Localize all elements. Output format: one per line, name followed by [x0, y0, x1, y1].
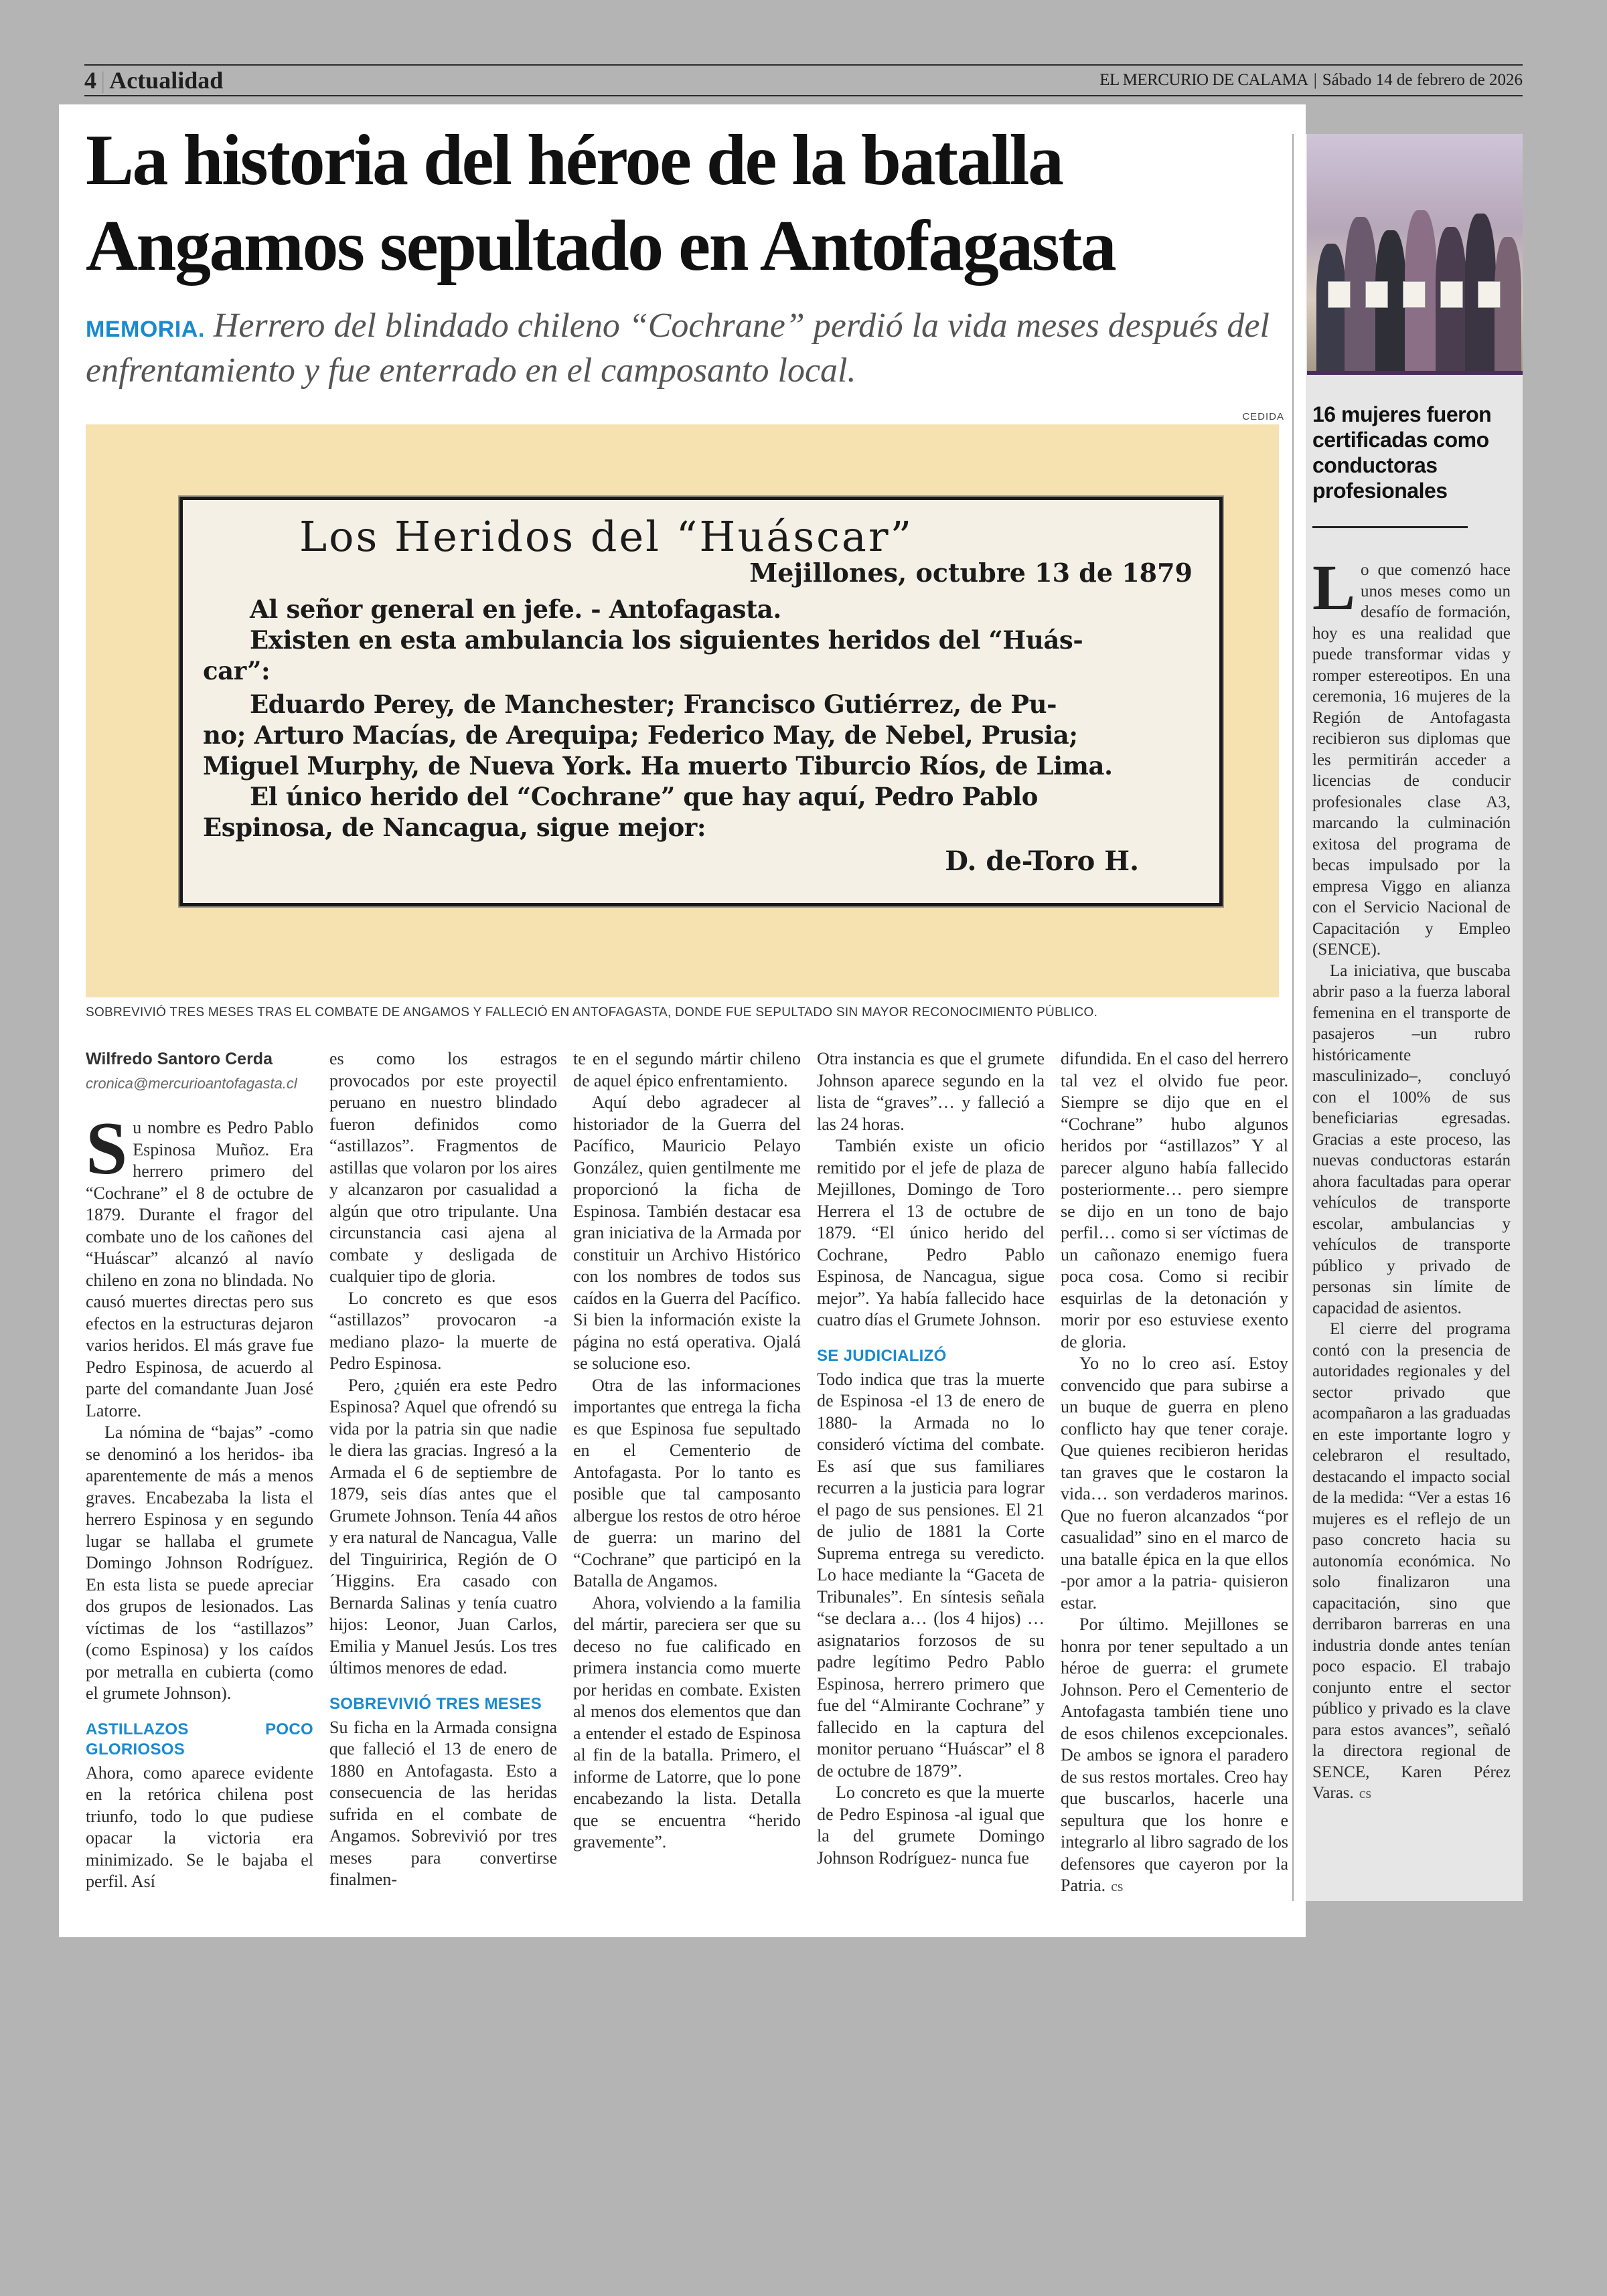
article-column-1 [86, 1048, 313, 1893]
photo-credit: CEDIDA [1242, 411, 1284, 422]
section-name: Actualidad [109, 67, 224, 94]
author-email: cronica@mercurioantofagasta.cl [86, 1074, 297, 1092]
drop-cap: L [1312, 552, 1356, 623]
body-paragraph: Yo no lo creo así. Estoy convencido que para subirse a un buque de guerra en pleno conflicto hay que tener coraje. Que quienes recibieron heridas tan graves que le costaron la vida… son verdaderos marinos. Que no fueron alcanzados “por casualidad” sino en el marco de una batalle épica en la que ellos -por amor a la patria- quisieron estar. [1061, 1354, 1288, 1613]
page-number: 4 [84, 67, 96, 94]
sidebar-headline: 16 mujeres fueron certificadas como conductoras profesionales [1312, 402, 1492, 503]
clipping-line: Al señor general en jefe. - Antofagasta. [250, 594, 781, 624]
body-paragraph: te en el segundo mártir chileno de aquel épico enfrentamiento. [573, 1049, 801, 1090]
body-paragraph: Pero, ¿quién era este Pedro Espinosa? Aquel que ofrendó su vida por la patria sin que nadie le diera las gracias. Ingresó a la Armada el 6 de septiembre de 1879, seis días antes que el Grumete Johnson. Tenía 44 años y era natural de Nancagua, Valle del Tinguiririca, Región de O´Higgins. Era casado con Bernarda Salinas y tenía cuatro hijos: Leonor, Juan Carlos, Emilia y Manuel Jesús. Los tres últimos menores de edad. [329, 1375, 557, 1677]
clipping-line: car”: [203, 656, 271, 685]
body-paragraph: Ahora, volviendo a la familia del mártir, pareciera ser que su deceso no fue calificado en primera instancia como muerte por heridas en combate. Existen al menos dos elementos que dan a entender el estado de Espinosa al fin de la batalla. Primero, el informe de Latorre, que lo pone encabezando la lista. Detalla que se encuentra “herido gravemente”. [573, 1592, 801, 1852]
body-paragraph: Por último. Mejillones se honra por tener sepultado a un héroe de guerra: el grumete Johnson. Pero el Cementerio de Antofagasta también tiene uno de esos chilenos excepcionales. De ambos se ignora el paradero de sus restos mortales. Creo hay que buscarlos, hacerle una sepultura que los honre e integrarlo al libro sagrado de los defensores que cayeron por la Patria. cs [1061, 1615, 1288, 1895]
article-column-4 [817, 1048, 1045, 1869]
clipping-line: Miguel Murphy, de Nueva York. Ha muerto Tiburcio Ríos, de Lima. [203, 751, 1113, 781]
clipping-signature: D. de-Toro H. [945, 845, 1139, 877]
body-paragraph: La nómina de “bajas” -como se denominó a los heridos- iba aparentemente de más a menos graves. Encabezaba la lista el herrero Espinosa y en segundo lugar se hallaba el grumete Domingo Johnson Rodríguez. En esta lista se puede apreciar dos grupos de lesionados. Las víctimas de los “astillazos” (como Espinosa) y los caídos por metralla en cubierta (como el grumete Johnson). [86, 1422, 313, 1703]
clipping-title: Los Heridos del “Huáscar” [299, 512, 914, 561]
newspaper-name: EL MERCURIO DE CALAMA [1099, 71, 1308, 89]
graduates-photo [1307, 134, 1523, 375]
byline [86, 1048, 313, 1094]
end-mark-icon: cs [1111, 1878, 1124, 1894]
column-divider [1292, 134, 1294, 1901]
body-paragraph: La iniciativa, que buscaba abrir paso a la fuerza laboral femenina en el transporte de pasajeros –un rubro históricamente masculinizado–, concluyó con el 100% de sus beneficiarias egresadas. Gracias a este proceso, las nuevas conductoras estarán ahora facultadas para operar vehículos de transporte escolar, ambulancias y vehículos de transporte público y privado de personas sin límite de capacidad de asientos. [1312, 961, 1511, 1317]
body-paragraph: Lo concreto es que la muerte de Pedro Espinosa -al igual que la del grumete Domingo Johnson Rodríguez- nunca fue [817, 1783, 1045, 1868]
sidebar-story [1306, 134, 1523, 1901]
body-paragraph: Su nombre es Pedro Pablo Espinosa Muñoz. Era herrero primero del “Cochrane” el 8 de octubre de 1879. Durante el fragor del combate uno de los cañones del “Huáscar” alcanzó al navío chileno en zona no blindada. No causó muertes directas pero sus efectos en la estructuras dejaron varios heridos. El más grave fue Pedro Espinosa, de acuerdo al parte del comandante Juan José Latorre. [86, 1107, 313, 1420]
page-header [84, 64, 1523, 96]
sidebar-body [1312, 552, 1511, 1804]
body-paragraph: El cierre del programa contó con la presencia de autoridades regionales y del sector privado que acompañaron a las graduadas en este importante logro y celebraron el resultado, destacando el impacto social de la medida: “Ver a estas 16 mujeres es el reflejo de un paso concreto hacia su autonomía económica. No solo finalizaron una capacitación, sino que derribaron barreras en una industria donde antes tenían poco espacio. El trabajo conjunto entre el sector público y privado es la clave para estos avances”, señaló la directora regional de SENCE, Karen Pérez Varas. cs [1312, 1320, 1511, 1802]
clipping-line: Eduardo Perey, de Manchester; Francisco Gutiérrez, de Pu- [250, 689, 1057, 719]
clipping-line: El único herido del “Cochrane” que hay aquí, Pedro Pablo [250, 782, 1039, 811]
body-paragraph: También existe un oficio remitido por el jefe de plaza de Mejillones, Domingo de Toro Herrera el 13 de octubre de 1879. “El único herido del Cochrane, Pedro Pablo Espinosa, de Nancagua, sigue mejor”. Ya había fallecido hace cuatro días el Grumete Johnson. [817, 1136, 1045, 1329]
main-article [59, 104, 1306, 1937]
subheading: ASTILLAZOS POCO GLORIOSOS [86, 1720, 313, 1758]
body-paragraph: Aquí debo agradecer al historiador de la Guerra del Pacífico, Mauricio Pelayo González, quien gentilmente me proporcionó la ficha de Espinosa. También destacar esa gran iniciativa de la Armada por constituir un Archivo Histórico con los nombres de todos sus caídos en la Guerra del Pacífico. Si bien la información existe la página no está operativa. Ojalá se solucione eso. [573, 1092, 801, 1373]
body-paragraph: Lo concreto es que esos “astillazos” provocaron -a mediano plazo- la muerte de Pedro Espinosa. [329, 1288, 557, 1373]
end-mark-icon: cs [1359, 1785, 1372, 1801]
clipping-date: Mejillones, octubre 13 de 1879 [749, 558, 1193, 588]
body-paragraph: Ahora, como aparece evidente en la retórica chilena post triunfo, todo lo que pudiese opacar la victoria era minimizado. Se le bajaba el perfil. Así [86, 1762, 313, 1891]
article-photo [86, 424, 1279, 997]
issue-date: Sábado 14 de febrero de 2026 [1322, 71, 1523, 89]
header-separator: | [1313, 71, 1317, 89]
diplomas [1320, 281, 1508, 308]
body-paragraph: Su ficha en la Armada consigna que falleció el 13 de enero de 1880 en Antofagasta. Esto a consecuencia de las heridas sufrida en el combate de Angamos. Sobrevivió por tres meses para convertirse finalmen- [329, 1717, 557, 1889]
body-paragraph: Otra de las informaciones importantes que entrega la ficha es que Espinosa fue sepultado en el Cementerio de Antofagasta. Por lo tanto es posible que tal camposanto albergue los restos de otro héroe de guerra: un marino del “Cochrane” que participó en la Batalla de Angamos. [573, 1375, 801, 1590]
subheading: SE JUDICIALIZÓ [817, 1346, 947, 1365]
article-headline: La historia del héroe de la batalla Angamos sepultado en Antofagasta [86, 120, 1116, 286]
headline-rule [1312, 526, 1468, 528]
photo-caption: SOBREVIVIÓ TRES MESES TRAS EL COMBATE DE ANGAMOS Y FALLECIÓ EN ANTOFAGASTA, DONDE FUE SEPULTADO SIN MAYOR RECONOCIMIENTO PÚBLICO. [86, 1005, 1098, 1019]
clipping-line: Espinosa, de Nancagua, sigue mejor: [203, 813, 706, 842]
body-paragraph: Todo indica que tras la muerte de Espinosa -el 13 de enero de 1880- la Armada no lo consideró víctima del combate. Es así que sus familiares recurren a la justicia para lograr el pago de sus pensiones. El 21 de julio de 1881 la Corte Suprema entrega su veredicto. Lo hace mediante la “Gaceta de Tribunales”. En síntesis señala “se declara a… (los 4 hijos) …asignatarios forzosos de su padre legítimo Pedro Pablo Espinosa, herrero primero que fue del “Almirante Cochrane” y fallecido en la captura del monitor peruano “Huáscar” el 8 de octubre de 1879”. [817, 1369, 1045, 1781]
subheading: SOBREVIVIÓ TRES MESES [329, 1694, 542, 1713]
section-label [84, 66, 223, 94]
newspaper-clipping [179, 497, 1223, 906]
lead-kicker: MEMORIA. [86, 317, 205, 342]
article-column-5 [1061, 1048, 1288, 1898]
clipping-line: no; Arturo Macías, de Arequipa; Federico May, de Nebel, Prusia; [203, 720, 1078, 750]
header-separator: | [100, 67, 106, 94]
author-name: Wilfredo Santoro Cerda [86, 1050, 273, 1068]
clipping-line: Existen en esta ambulancia los siguientes heridos del “Huás- [250, 625, 1083, 655]
drop-cap: S [86, 1107, 128, 1190]
lead-text: Herrero del blindado chileno “Cochrane” perdió la vida meses después del enfrentamiento y fue enterrado en el camposanto local. [86, 307, 1270, 390]
body-paragraph: es como los estragos provocados por este proyectil peruano en nuestro blindado fueron definidos como “astillazos”. Fragmentos de astillas que volaron por los aires y alcanzaron por casualidad a algún que otro tripulante. Una circunstancia casi ajena al combate y desligada de cualquier tipo de gloria. [329, 1049, 557, 1286]
article-lead [86, 305, 1291, 392]
article-column-3 [573, 1048, 801, 1854]
masthead-info [1099, 71, 1523, 90]
article-column-2 [329, 1048, 557, 1891]
body-paragraph: Otra instancia es que el grumete Johnson aparece segundo en la lista de “graves”… y falleció a las 24 horas. [817, 1049, 1045, 1134]
body-paragraph: Lo que comenzó hace unos meses como un desafío de formación, hoy es una realidad que puede transformar vidas y romper estereotipos. En una ceremonia, 16 mujeres de la Región de Antofagasta recibieron sus diplomas que les permitirán acceder a licencias de conducir profesionales clase A3, marcando la culminación exitosa del programa de becas impulsado por la empresa Viggo en alianza con el Servicio Nacional de Capacitación y Empleo (SENCE). [1312, 552, 1511, 959]
body-paragraph: difundida. En el caso del herrero tal vez el olvido fue peor. Siempre se dijo que en el “Cochrane” hubo algunos heridos por “astillazos” Y al parecer alguno había fallecido posteriormente… pero siempre se dijo en un tono de bajo perfil… como si ser víctimas de un cañonazo enemigo fuera poca cosa. Como si recibir esquirlas de la detonación y morir por eso estuviese exento de gloria. [1061, 1049, 1288, 1351]
